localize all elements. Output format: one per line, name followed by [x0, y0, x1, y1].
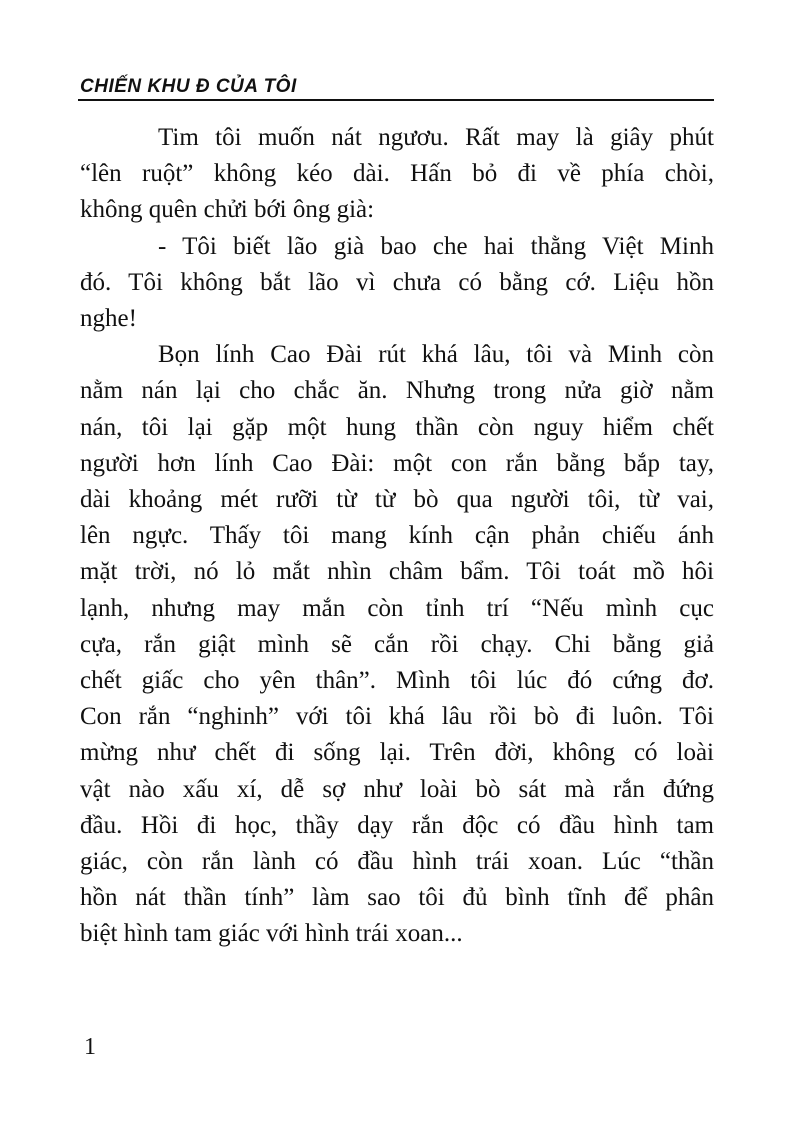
text-line: Con rắn “nghinh” với tôi khá lâu rồi bò đi luôn. Tôi: [80, 703, 714, 731]
text-line: mừng như chết đi sống lại. Trên đời, không có loài: [80, 739, 714, 767]
text-line: nán, tôi lại gặp một hung thần còn nguy hiểm chết: [80, 413, 714, 441]
text-line: lên ngực. Thấy tôi mang kính cận phản chiếu ánh: [80, 522, 714, 550]
header-rule: [78, 99, 714, 101]
text-line: biệt hình tam giác với hình trái xoan...: [80, 920, 463, 948]
text-line: lạnh, nhưng may mắn còn tỉnh trí “Nếu mình cục: [80, 594, 714, 622]
text-line: không quên chửi bới ông già:: [80, 196, 375, 224]
text-line: Bọn lính Cao Đài rút khá lâu, tôi và Minh còn: [158, 341, 714, 369]
text-line: đó. Tôi không bắt lão vì chưa có bằng cớ. Liệu hồn: [80, 268, 714, 296]
running-title: CHIẾN KHU Đ CỦA TÔI: [80, 76, 297, 97]
paragraph: [80, 337, 714, 952]
text-line: cựa, rắn giật mình sẽ cắn rồi chạy. Chi bằng giả: [80, 630, 714, 658]
text-line: nằm nán lại cho chắc ăn. Nhưng trong nửa giờ nằm: [80, 377, 714, 405]
text-line: vật nào xấu xí, dễ sợ như loài bò sát mà rắn đứng: [80, 775, 714, 803]
text-line: người hơn lính Cao Đài: một con rắn bằng bắp tay,: [80, 449, 714, 477]
text-line: đầu. Hồi đi học, thầy dạy rắn độc có đầu hình tam: [80, 811, 714, 839]
text-line: dài khoảng mét rưỡi từ từ bò qua người tôi, từ vai,: [80, 486, 714, 514]
text-line: chết giấc cho yên thân”. Mình tôi lúc đó cứng đơ.: [80, 667, 714, 695]
paragraph: [80, 120, 714, 229]
text-line: giác, còn rắn lành có đầu hình trái xoan. Lúc “thần: [80, 848, 714, 876]
text-line: hồn nát thần tính” làm sao tôi đủ bình tĩnh để phân: [80, 884, 714, 912]
page-number: 1: [84, 1034, 96, 1060]
text-line: - Tôi biết lão già bao che hai thằng Việt Minh: [158, 232, 714, 260]
text-line: Tim tôi muốn nát ngươu. Rất may là giây phút: [158, 124, 714, 151]
text-line: nghe!: [80, 305, 137, 333]
paragraph: [80, 229, 714, 338]
body-text: [80, 120, 714, 953]
text-line: “lên ruột” không kéo dài. Hấn bỏ đi về phía chòi,: [80, 160, 714, 188]
text-line: mặt trời, nó lỏ mắt nhìn châm bẩm. Tôi toát mồ hôi: [80, 558, 714, 586]
